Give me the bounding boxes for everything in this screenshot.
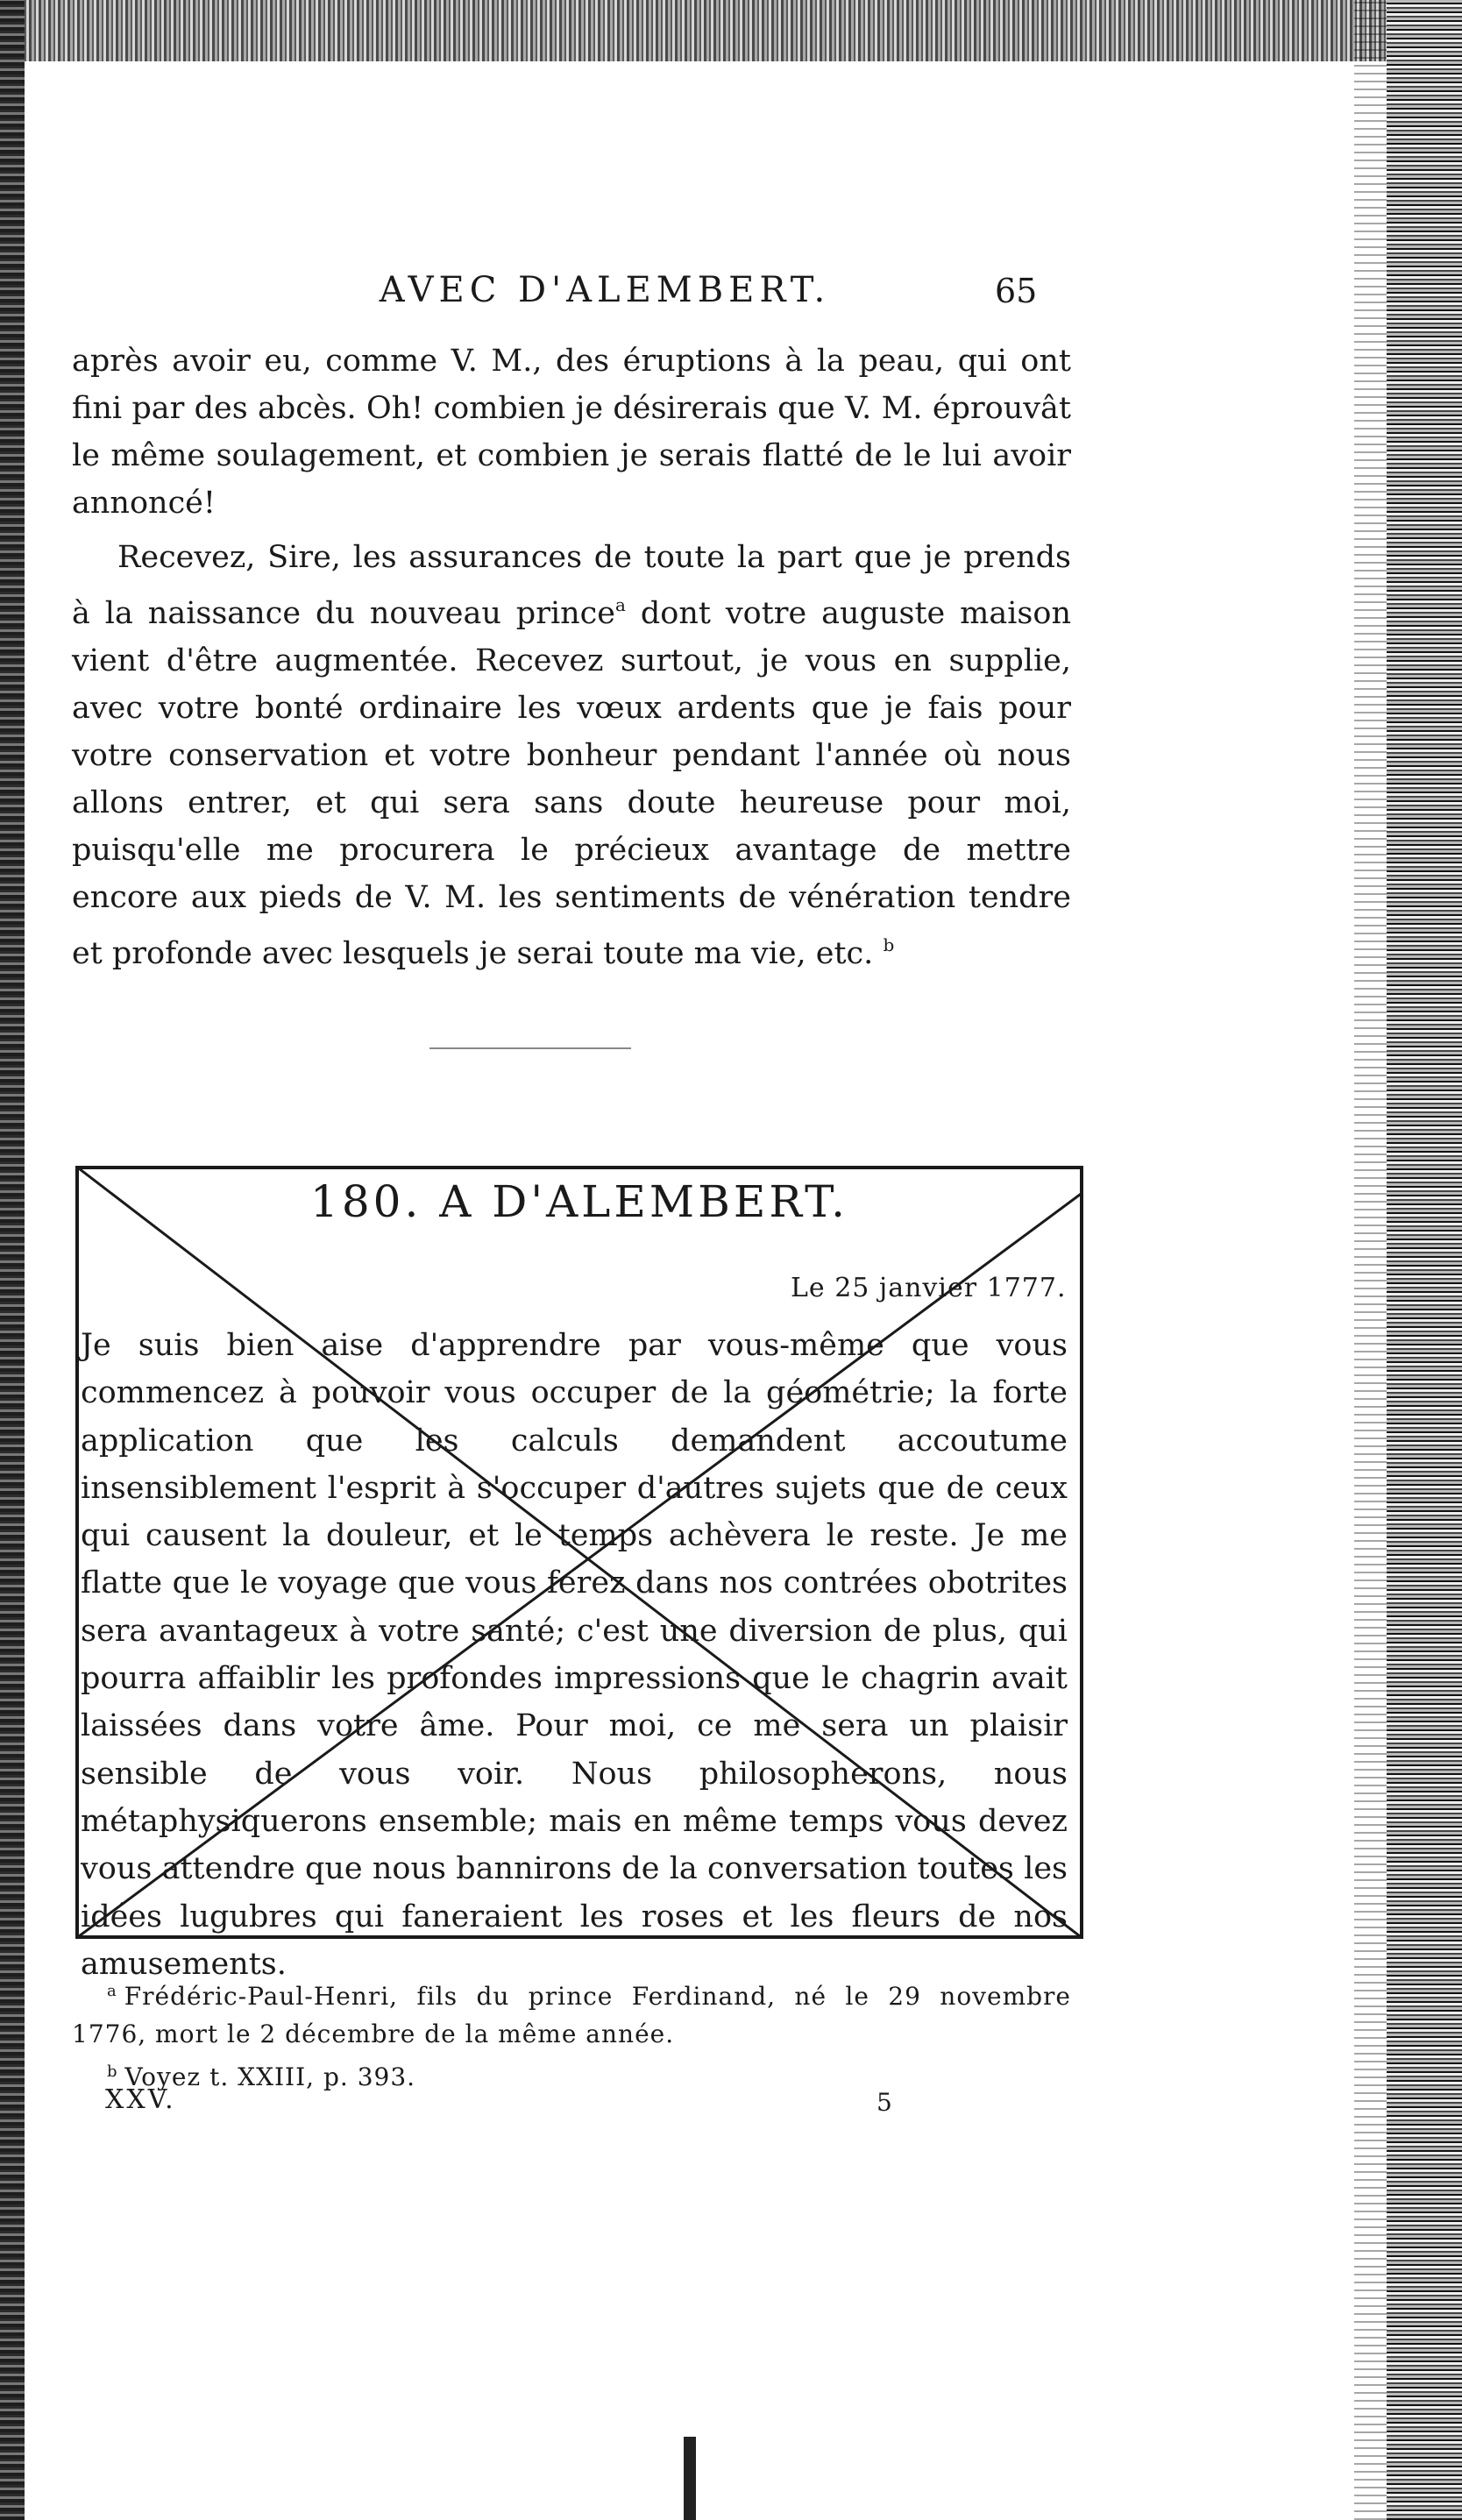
footnote-reference: a <box>615 594 626 615</box>
footnote-b <box>72 2053 1071 2096</box>
scan-spine-mark <box>684 2437 696 2520</box>
scan-border-top <box>0 0 1462 61</box>
sheet-signature: 5 <box>876 2088 892 2117</box>
scan-border-right <box>1387 0 1462 2520</box>
letter-title: 180. A D'ALEMBERT. <box>310 1176 848 1227</box>
footnote-reference: b <box>883 934 895 955</box>
footnote-text: Voyez t. XXIII, p. 393. <box>124 2062 416 2091</box>
footnote-text: Frédéric-Paul-Henri, fils du prince Ferdinand, né le 29 novembre 1776, mort le 2 décembre de la même année. <box>72 1982 1071 2048</box>
page-number: 65 <box>995 272 1038 310</box>
paragraph-text: Recevez, Sire, les assurances de toute la part que je prends à la naissance du nouveau prince <box>72 540 1071 631</box>
footnotes <box>72 1972 1071 2096</box>
letter-paragraph: Je suis bien aise d'apprendre par vous-même que vous commencez à pouvoir vous occuper de la géométrie; la forte application que les calculs demandent accoutume insensiblement l'esprit à s'occuper d'autres sujets que de ceux qui causent la douleur, et le temps achèvera le reste. Je me flatte que le voyage que vous ferez dans nos contrées obotrites sera avantageux à votre santé; c'est une diversion de plus, qui pourra affaiblir les profondes impressions que le chagrin avait laissées dans votre âme. Pour moi, ce me sera un plaisir sensible de vous voir. Nous philosopherons, nous métaphysiquerons ensemble; mais en même temps vous devez vous attendre que nous bannirons de la conversation toutes les idées lugubres qui faneraient les roses et les fleurs de nos amusements. <box>81 1328 1068 1982</box>
section-divider <box>429 1047 631 1049</box>
letter-date: Le 25 janvier 1777. <box>791 1273 1067 1303</box>
volume-signature: XXV. <box>105 2084 176 2115</box>
scan-shadow-right <box>1354 0 1389 2520</box>
paragraph-text: dont votre auguste maison vient d'être augmentée. Recevez surtout, je vous en supplie, avec votre bonté ordinaire les vœux ardents que je fais pour votre conservation et votre bonheur pendant l'année où nous allons entrer, et qui sera sans doute heureuse pour moi, puisqu'elle me procurera le précieux avantage de mettre encore aux pieds de V. M. les sentiments de vénération tendre et profonde avec lesquels je serai toute ma vie, etc. <box>72 596 1072 971</box>
footnote-a <box>72 1972 1071 2053</box>
running-head: AVEC D'ALEMBERT. <box>379 270 831 310</box>
scan-border-left <box>0 0 25 2520</box>
page-header <box>70 270 1078 323</box>
footnote-mark: a <box>107 1982 117 2000</box>
letter-body <box>81 1322 1068 1988</box>
footnote-mark: b <box>107 2062 118 2081</box>
paragraph <box>72 534 1071 977</box>
body-text <box>72 337 1071 977</box>
paragraph: après avoir eu, comme V. M., des éruptions à la peau, qui ont fini par des abcès. Oh! combien je désirerais que V. M. éprouvât le même soulagement, et combien je serais flatté de le lui avoir annoncé! <box>72 344 1071 521</box>
